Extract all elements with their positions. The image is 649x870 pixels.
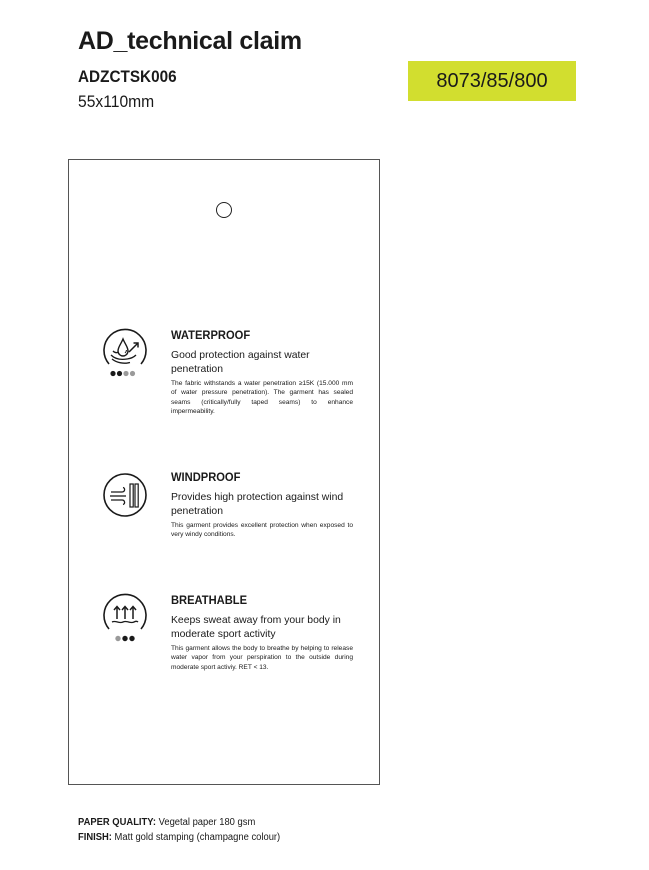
paper-quality-line — [78, 817, 255, 828]
product-code: ADZCTSK006 — [78, 67, 177, 86]
rating-dots — [110, 371, 135, 376]
finish-line — [78, 832, 280, 843]
paper-quality-label: PAPER QUALITY: — [78, 817, 156, 828]
claim-title: BREATHABLE — [171, 593, 248, 607]
claim-subtitle: Provides high protection against wind penetration — [171, 492, 344, 517]
finish-value: Matt gold stamping (champagne colour) — [111, 832, 281, 843]
waterproof-icon — [101, 328, 149, 378]
page-title: AD_technical claim — [78, 27, 302, 55]
claim-title: WINDPROOF — [171, 470, 241, 484]
hang-tag — [68, 159, 380, 785]
color-code-badge: 8073/85/800 — [408, 61, 576, 101]
claim-description: This garment allows the body to breathe by helping to release water vapor from your perspiration to the outside during moderate sport activiy. RET < 13. — [171, 645, 353, 671]
claim-description: The fabric withstands a water penetration ≥15K (15.000 mm of water pressure penetration). The garment has sealed seams (critically/fully taped seams) to enhance impermeability. — [171, 380, 353, 415]
hang-hole — [216, 202, 232, 218]
tag-size: 55x110mm — [78, 92, 155, 111]
windproof-icon — [101, 470, 149, 520]
rating-dots — [115, 636, 134, 641]
paper-quality-value: Vegetal paper 180 gsm — [155, 817, 256, 828]
claim-description: This garment provides excellent protection when exposed to very windy conditions. — [171, 522, 353, 539]
claim-title: WATERPROOF — [171, 328, 251, 342]
finish-label: FINISH: — [78, 832, 112, 843]
claim-subtitle: Keeps sweat away from your body in moderate sport activity — [171, 615, 341, 640]
claim-subtitle: Good protection against water penetration — [171, 350, 310, 375]
breathable-icon — [101, 593, 149, 643]
